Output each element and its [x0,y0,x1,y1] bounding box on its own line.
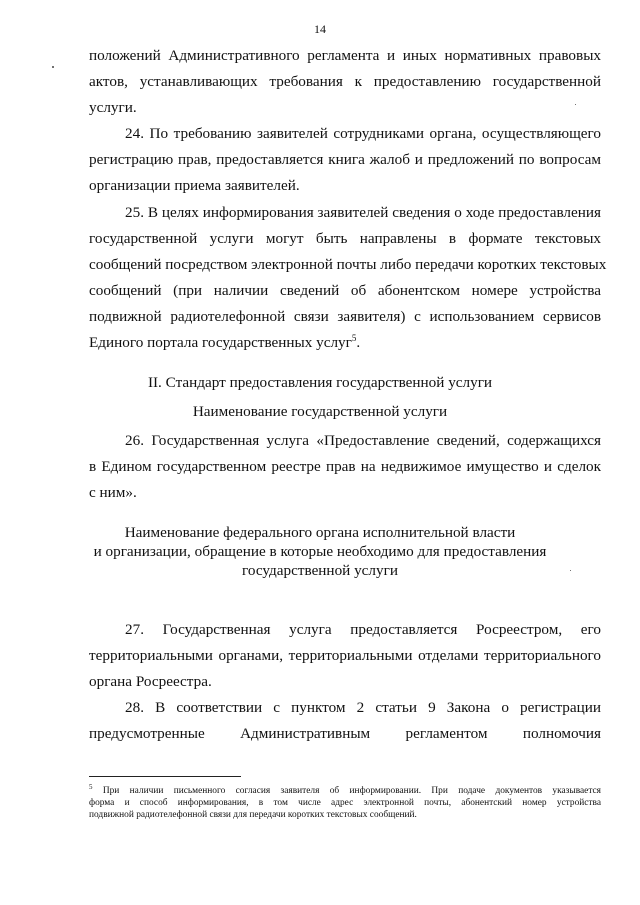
paragraph-intro-line-2: актов, устанавливающих требования к предоставлению государственной [89,73,601,90]
paragraph-24-line-3: организации приема заявителей. [89,177,300,194]
paragraph-intro-line-1: положений Административного регламента и иных нормативных правовых [89,47,601,64]
section-title: II. Стандарт предоставления государственной услуги [147,374,493,391]
paragraph-25-line-6 [89,334,360,352]
footnote-mark: 5 [89,782,93,791]
paragraph-25-line-4: сообщений (при наличии сведений об абонентском номере устройства [89,282,601,299]
scan-speck [570,570,571,571]
scan-speck [575,104,576,105]
subheading-authority-line-3: государственной услуги [242,562,398,579]
footnote-line-2: форма и способ информирования, в том числе адрес электронной почты, абонентский номер устройства [89,798,601,808]
page-number: 14 [314,22,326,36]
paragraph-26-line-2: в Едином государственном реестре прав на недвижимое имущество и сделок [89,458,601,475]
subheading-authority-line-2: и организации, обращение в которые необходимо для предоставления [93,543,547,560]
footnote-separator [89,776,241,777]
footnote-reference-mark: 5 [351,332,357,343]
paragraph-26-line-1: 26. Государственная услуга «Предоставление сведений, содержащихся [125,432,601,449]
paragraph-27-line-1: 27. Государственная услуга предоставляется Росреестром, его [125,621,601,638]
paragraph-28-line-1: 28. В соответствии с пунктом 2 статьи 9 Закона о регистрации [125,699,601,716]
paragraph-25-line-1: 25. В целях информирования заявителей сведения о ходе предоставления [125,204,601,221]
footnote-line-1 [89,782,601,797]
paragraph-24-line-1: 24. По требованию заявителей сотрудниками органа, осуществляющего [125,125,601,142]
footnote-line-1-text: При наличии письменного согласия заявителя об информировании. При подаче документов указывается [102,786,601,796]
paragraph-25-end-punct: . [356,334,361,351]
paragraph-25-line-2: государственной услуги могут быть направлены в формате текстовых [89,230,601,247]
subheading-authority-line-1: Наименование федерального органа исполнительной власти [124,524,516,541]
paragraph-26-line-3: с ним». [89,484,137,501]
scan-speck [52,66,54,68]
subheading-service-name: Наименование государственной услуги [192,403,448,420]
footnote-line-3: подвижной радиотелефонной связи для передачи коротких текстовых сообщений. [89,810,417,820]
paragraph-25-line-6-text: Единого портала государственных услуг [89,334,352,351]
paragraph-intro-line-3: услуги. [89,99,137,116]
paragraph-24-line-2: регистрацию прав, предоставляется книга жалоб и предложений по вопросам [89,151,601,168]
paragraph-27-line-2: территориальными органами, территориальными отделами территориального [89,647,601,664]
paragraph-28-line-2: предусмотренные Административным регламентом полномочия [89,725,601,742]
paragraph-25-line-3: сообщений посредством электронной почты либо передачи коротких текстовых [89,256,607,273]
paragraph-27-line-3: органа Росреестра. [89,673,212,690]
paragraph-25-line-5: подвижной радиотелефонной связи заявителя) с использованием сервисов [89,308,601,325]
